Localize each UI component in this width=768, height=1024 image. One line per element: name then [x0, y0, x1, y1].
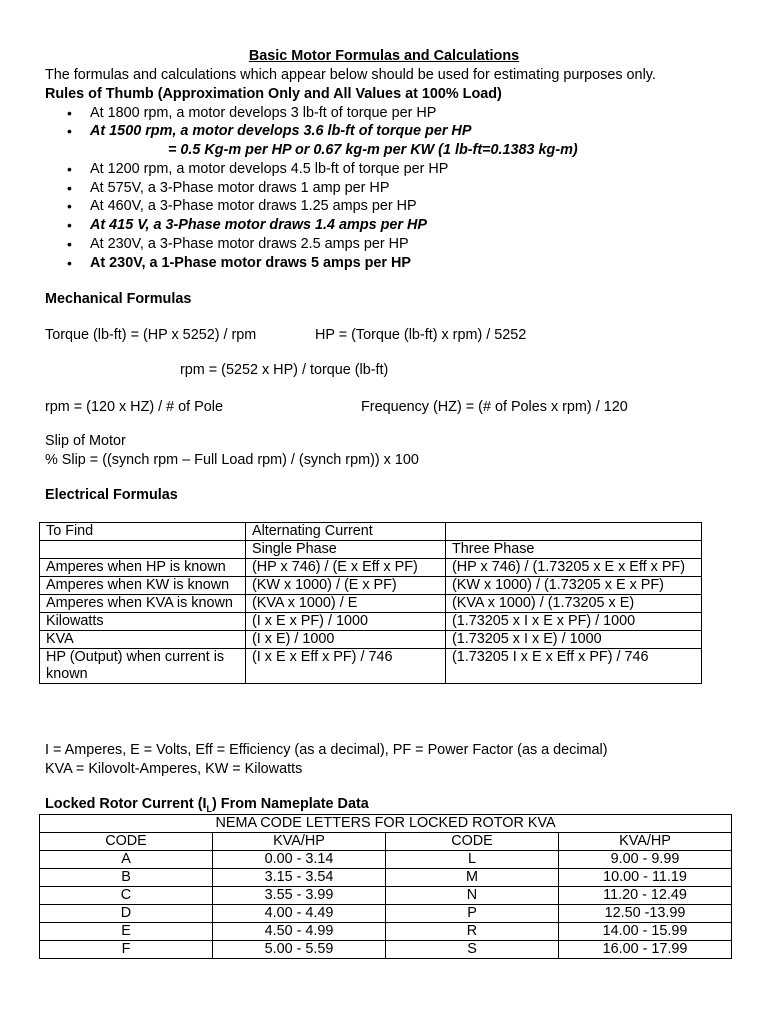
table-row	[40, 577, 702, 595]
table-cell: (I x E x PF) / 1000	[246, 613, 446, 631]
bullet-icon: •	[67, 198, 72, 214]
electrical-heading: Electrical Formulas	[45, 487, 178, 503]
table-cell: 4.00 - 4.49	[213, 905, 386, 923]
bullet-icon: •	[67, 255, 72, 271]
table-cell: M	[386, 869, 559, 887]
bullet-icon: •	[67, 161, 72, 177]
table-cell: 14.00 - 15.99	[559, 923, 732, 941]
table-cell: KVA	[40, 631, 246, 649]
table-row	[40, 923, 732, 941]
table-cell: (KW x 1000) / (E x PF)	[246, 577, 446, 595]
nema-code-table	[39, 814, 732, 959]
table-row	[40, 613, 702, 631]
rule-item: At 230V, a 1-Phase motor draws 5 amps per HP	[90, 255, 411, 271]
table-cell: (KVA x 1000) / E	[246, 595, 446, 613]
nema-table-title: NEMA CODE LETTERS FOR LOCKED ROTOR KVA	[40, 815, 732, 833]
bullet-icon: •	[67, 123, 72, 139]
rule-item: At 575V, a 3-Phase motor draws 1 amp per HP	[90, 180, 390, 196]
table-cell: R	[386, 923, 559, 941]
table-cell: E	[40, 923, 213, 941]
table-cell: 3.15 - 3.54	[213, 869, 386, 887]
rule-item: At 415 V, a 3-Phase motor draws 1.4 amps per HP	[90, 217, 427, 233]
table-cell: Amperes when HP is known	[40, 559, 246, 577]
rule-item: At 1500 rpm, a motor develops 3.6 lb-ft of torque per HP	[90, 123, 472, 139]
slip-formula: % Slip = ((synch rpm – Full Load rpm) / (synch rpm)) x 100	[45, 452, 419, 468]
table-cell: 3.55 - 3.99	[213, 887, 386, 905]
table-cell: (1.73205 I x E x Eff x PF) / 746	[446, 649, 702, 684]
table-cell: (KW x 1000) / (1.73205 x E x PF)	[446, 577, 702, 595]
table-cell: Kilowatts	[40, 613, 246, 631]
table-cell: Alternating Current	[246, 523, 446, 541]
electrical-formulas-table	[39, 522, 702, 684]
table-cell: 4.50 - 4.99	[213, 923, 386, 941]
table-cell: (KVA x 1000) / (1.73205 x E)	[446, 595, 702, 613]
table-row	[40, 941, 732, 959]
bullet-icon: •	[67, 105, 72, 121]
table-cell: P	[386, 905, 559, 923]
table-row	[40, 869, 732, 887]
slip-label: Slip of Motor	[45, 433, 126, 449]
locked-rotor-heading-sub: L	[206, 803, 213, 814]
table-cell: (HP x 746) / (1.73205 x E x Eff x PF)	[446, 559, 702, 577]
table-cell: 0.00 - 3.14	[213, 851, 386, 869]
torque-formula: Torque (lb-ft) = (HP x 5252) / rpm	[45, 327, 257, 343]
table-cell: D	[40, 905, 213, 923]
intro-text: The formulas and calculations which appear below should be used for estimating purposes only.	[45, 67, 656, 83]
table-row	[40, 851, 732, 869]
electrical-note-2: KVA = Kilovolt-Amperes, KW = Kilowatts	[45, 761, 303, 777]
electrical-note-1: I = Amperes, E = Volts, Eff = Efficiency (as a decimal), PF = Power Factor (as a decimal)	[45, 742, 608, 758]
table-row	[40, 595, 702, 613]
bullet-icon: •	[67, 236, 72, 252]
table-cell: 9.00 - 9.99	[559, 851, 732, 869]
rule-item: At 1200 rpm, a motor develops 4.5 lb-ft of torque per HP	[90, 161, 449, 177]
table-header-row	[40, 833, 732, 851]
table-cell: (I x E x Eff x PF) / 746	[246, 649, 446, 684]
table-header-row	[40, 523, 702, 541]
table-cell: B	[40, 869, 213, 887]
table-row	[40, 905, 732, 923]
bullet-icon: •	[67, 180, 72, 196]
rule-item: At 1800 rpm, a motor develops 3 lb-ft of torque per HP	[90, 105, 437, 121]
table-cell: 12.50 -13.99	[559, 905, 732, 923]
rpm-hz-formula: rpm = (120 x HZ) / # of Pole	[45, 399, 223, 415]
table-subheader-row	[40, 541, 702, 559]
table-cell: To Find	[40, 523, 246, 541]
table-cell: 11.20 - 12.49	[559, 887, 732, 905]
table-cell: (1.73205 x I x E) / 1000	[446, 631, 702, 649]
table-cell: 16.00 - 17.99	[559, 941, 732, 959]
table-cell: Amperes when KW is known	[40, 577, 246, 595]
mechanical-heading: Mechanical Formulas	[45, 291, 192, 307]
table-cell: F	[40, 941, 213, 959]
rules-heading: Rules of Thumb (Approximation Only and All Values at 100% Load)	[45, 86, 502, 102]
table-cell: CODE	[40, 833, 213, 851]
table-cell: KVA/HP	[559, 833, 732, 851]
table-cell: Three Phase	[446, 541, 702, 559]
table-cell: Single Phase	[246, 541, 446, 559]
table-cell: S	[386, 941, 559, 959]
rpm-torque-formula: rpm = (5252 x HP) / torque (lb-ft)	[180, 362, 389, 378]
bullet-icon: •	[67, 217, 72, 233]
locked-rotor-heading-post: ) From Nameplate Data	[212, 796, 369, 812]
rule-item: = 0.5 Kg-m per HP or 0.67 kg-m per KW (1 lb-ft=0.1383 kg-m)	[168, 142, 578, 158]
table-cell: CODE	[386, 833, 559, 851]
table-cell: 5.00 - 5.59	[213, 941, 386, 959]
rule-item: At 230V, a 3-Phase motor draws 2.5 amps per HP	[90, 236, 409, 252]
table-cell: (I x E) / 1000	[246, 631, 446, 649]
table-cell: KVA/HP	[213, 833, 386, 851]
hp-formula: HP = (Torque (lb-ft) x rpm) / 5252	[315, 327, 527, 343]
table-row	[40, 631, 702, 649]
table-cell	[40, 541, 246, 559]
table-row	[40, 649, 702, 684]
table-cell: Amperes when KVA is known	[40, 595, 246, 613]
table-row	[40, 887, 732, 905]
table-cell: L	[386, 851, 559, 869]
rule-item: At 460V, a 3-Phase motor draws 1.25 amps per HP	[90, 198, 417, 214]
table-cell: A	[40, 851, 213, 869]
table-cell: (1.73205 x I x E x PF) / 1000	[446, 613, 702, 631]
table-cell: (HP x 746) / (E x Eff x PF)	[246, 559, 446, 577]
locked-rotor-heading-pre: Locked Rotor Current (I	[45, 796, 207, 812]
table-cell: N	[386, 887, 559, 905]
frequency-formula: Frequency (HZ) = (# of Poles x rpm) / 120	[361, 399, 628, 415]
table-cell: HP (Output) when current is known	[40, 649, 246, 684]
table-cell: 10.00 - 11.19	[559, 869, 732, 887]
table-cell: C	[40, 887, 213, 905]
page-title: Basic Motor Formulas and Calculations	[248, 48, 520, 64]
table-row	[40, 559, 702, 577]
table-cell	[446, 523, 702, 541]
